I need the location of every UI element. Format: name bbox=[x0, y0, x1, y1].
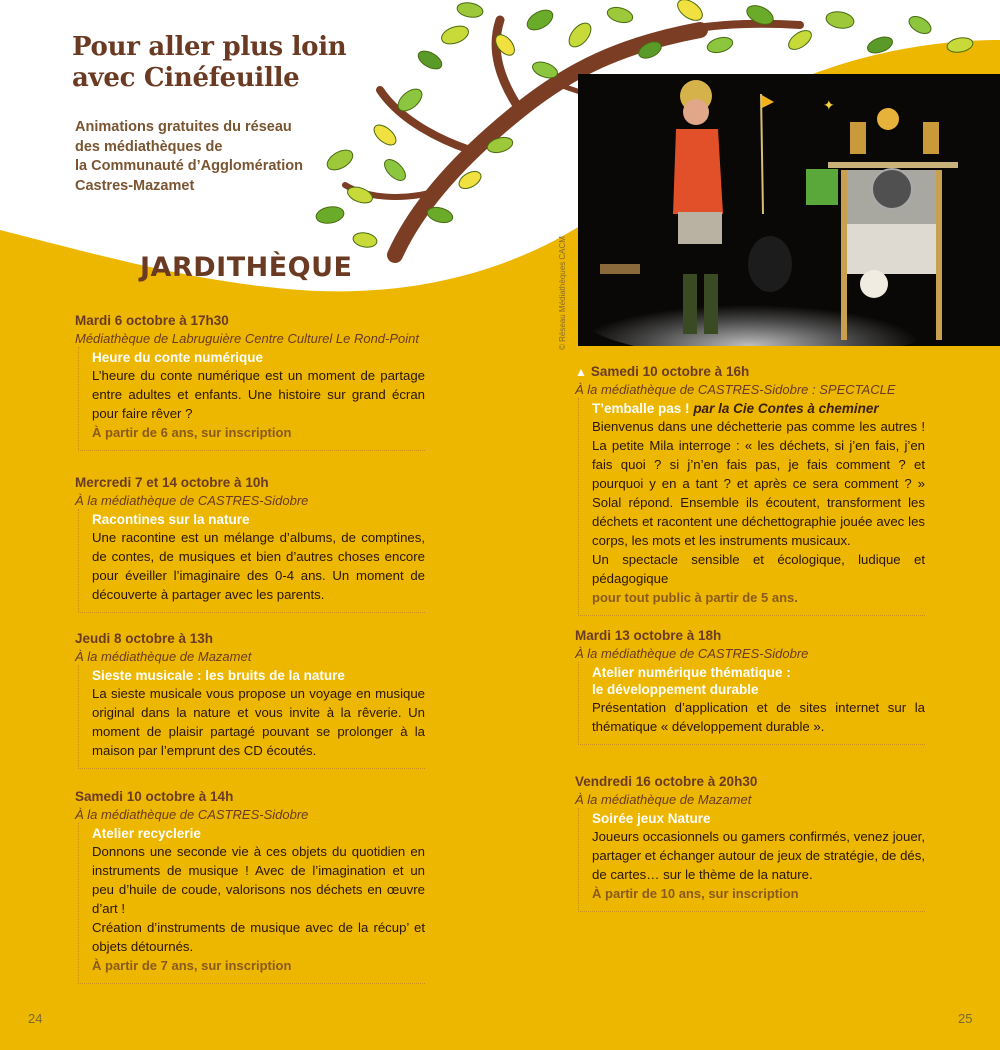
event-soiree-jeux bbox=[575, 773, 925, 912]
event-place: Médiathèque de Labruguière Centre Culturel Le Rond-Point bbox=[75, 331, 419, 346]
event-title-line-2: le développement durable bbox=[592, 682, 759, 697]
event-date: Vendredi 16 octobre à 20h30 bbox=[575, 774, 758, 789]
event-body bbox=[78, 509, 425, 613]
event-description-text: Un spectacle sensible et écologique, ludique et pédagogique bbox=[592, 552, 925, 586]
subtitle-line-1: Animations gratuites du réseau bbox=[75, 119, 292, 135]
event-body bbox=[578, 398, 925, 616]
event-title bbox=[592, 664, 925, 698]
event-place: À la médiathèque de CASTRES-Sidobre : SPECTACLE bbox=[575, 382, 896, 397]
event-racontines bbox=[75, 474, 425, 613]
page-subtitle bbox=[75, 118, 335, 196]
event-place: À la médiathèque de Mazamet bbox=[75, 649, 252, 664]
event-description bbox=[92, 842, 425, 956]
page-number-right: 25 bbox=[958, 1011, 973, 1026]
event-date: Jeudi 8 octobre à 13h bbox=[75, 631, 214, 646]
event-place: À la médiathèque de CASTRES-Sidobre bbox=[75, 807, 309, 822]
subtitle-line-2: des médiathèques de bbox=[75, 138, 223, 155]
svg-text:✦: ✦ bbox=[823, 97, 835, 113]
event-atelier-recyclerie bbox=[75, 788, 425, 984]
event-description bbox=[592, 827, 925, 884]
title-line-2: avec Cinéfeuille bbox=[72, 63, 300, 93]
event-audience: À partir de 7 ans, sur inscription bbox=[92, 958, 292, 973]
event-title: Heure du conte numérique bbox=[92, 350, 264, 365]
event-title: Sieste musicale : les bruits de la nature bbox=[92, 668, 345, 683]
event-audience: pour tout public à partir de 5 ans. bbox=[592, 590, 798, 605]
stage-photo bbox=[578, 74, 1000, 346]
title-line-1: Pour aller plus loin bbox=[72, 32, 347, 62]
photo-credit: © Réseau Médiathèques CACM bbox=[558, 236, 567, 350]
event-description-text: L’heure du conte numérique est un moment de partage entre adultes et enfants. Une histoire sur grand écran pour faire rêver ? bbox=[92, 368, 425, 421]
event-company: par la Cie Contes à cheminer bbox=[693, 401, 879, 416]
event-body bbox=[578, 808, 925, 912]
event-body bbox=[78, 823, 425, 984]
event-body bbox=[578, 662, 925, 745]
event-title: Atelier recyclerie bbox=[92, 826, 201, 841]
subtitle-line-4: Castres-Mazamet bbox=[75, 177, 195, 194]
event-description-text: Donnons une seconde vie à ces objets du quotidien en instruments de musique ! Avec de l’imagination et un peu d’huile de coude, valorisons nos déchets en œuvre d’art ! bbox=[92, 844, 425, 916]
event-title: Racontines sur la nature bbox=[92, 512, 250, 527]
event-description-text: Présentation d’application et de sites internet sur la thématique « développement durable ». bbox=[592, 700, 925, 734]
event-heure-du-conte bbox=[75, 312, 425, 451]
event-description-text: Joueurs occasionnels ou gamers confirmés, venez jouer, partager et échanger autour de jeux de stratégie, de dés, de cartes… sur le thème de la nature. bbox=[592, 829, 925, 882]
event-audience: À partir de 10 ans, sur inscription bbox=[592, 886, 799, 901]
event-title-line-1: Atelier numérique thématique : bbox=[592, 665, 791, 680]
event-date: Mardi 6 octobre à 17h30 bbox=[75, 313, 229, 328]
subtitle-line-3: la Communauté d’Agglomération bbox=[75, 158, 303, 174]
event-description bbox=[92, 684, 425, 760]
event-description bbox=[592, 417, 925, 588]
event-place: À la médiathèque de CASTRES-Sidobre bbox=[75, 493, 309, 508]
page-number-left: 24 bbox=[28, 1011, 43, 1026]
event-atelier-numerique bbox=[575, 627, 925, 745]
event-description-text: La sieste musicale vous propose un voyage en musique original dans la nature et vous invite à la rêverie. Un moment de plaisir partagé pouvant se prolonger à la maison par l’emprunt des CD écoutés. bbox=[92, 686, 425, 758]
event-description-text: Création d’instruments de musique avec de la récup’ et objets détournés. bbox=[92, 920, 425, 954]
event-description bbox=[92, 528, 425, 604]
event-audience: À partir de 6 ans, sur inscription bbox=[92, 425, 292, 440]
event-date bbox=[575, 363, 925, 381]
event-title: Soirée jeux Nature bbox=[592, 811, 711, 826]
event-title-text: T’emballe pas ! bbox=[592, 401, 690, 416]
event-date: Mercredi 7 et 14 octobre à 10h bbox=[75, 475, 269, 490]
event-body bbox=[78, 347, 425, 451]
event-description-text: Bienvenus dans une déchetterie pas comme les autres ! La petite Mila interroge : « les déchets, si j’en fais, j’en fais quoi ? si j’n’en fais pas, je fais comment ? et pourquoi y en a tant ? et après ce sera comment ? » Solal répond. Ensemble ils écoutent, transforment les déchets et racontent une déchettographie jouée avec les corps, les mots et les instruments musicaux. bbox=[592, 419, 925, 548]
event-spectacle-temballe-pas bbox=[575, 363, 925, 616]
page-title bbox=[72, 32, 372, 94]
event-title bbox=[592, 400, 925, 417]
event-description bbox=[592, 698, 925, 736]
event-place: À la médiathèque de Mazamet bbox=[575, 792, 752, 807]
event-description bbox=[92, 366, 425, 423]
event-date: Samedi 10 octobre à 14h bbox=[75, 789, 234, 804]
triangle-marker-icon: ▲ bbox=[575, 365, 587, 379]
event-body bbox=[78, 665, 425, 769]
event-date-text: Samedi 10 octobre à 16h bbox=[590, 364, 750, 379]
event-description-text: Une racontine est un mélange d’albums, de comptines, de contes, de musiques et bien d’autres choses encore pour éveiller l’imaginaire des 0-4 ans. Un moment de découverte à partager avec les parents. bbox=[92, 530, 425, 602]
event-place: À la médiathèque de CASTRES-Sidobre bbox=[575, 646, 809, 661]
event-date: Mardi 13 octobre à 18h bbox=[575, 628, 722, 643]
event-sieste-musicale bbox=[75, 630, 425, 769]
section-title: JARDITHÈQUE bbox=[140, 252, 353, 283]
